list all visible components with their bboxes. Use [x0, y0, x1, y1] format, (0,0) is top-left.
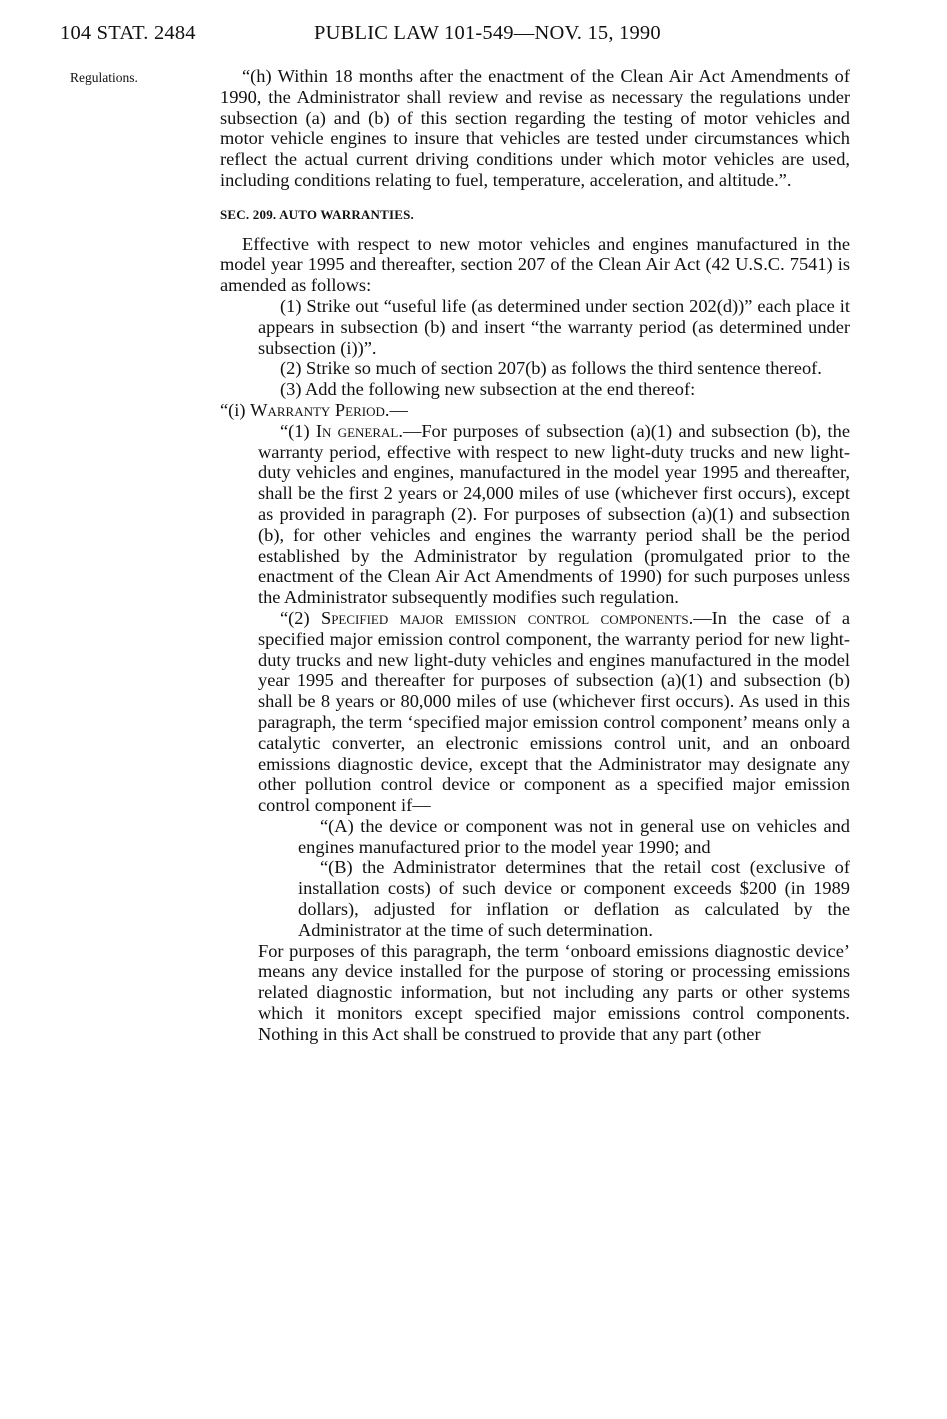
subparagraph-a: “(A) the device or component was not in general use on vehicles and engines manufactured prior to the model year 1990; and: [298, 815, 850, 857]
paragraph-1: [258, 421, 850, 608]
paragraph-2-heading: Specified major emission control components.: [320, 607, 694, 628]
amendment-items: [258, 296, 850, 400]
paragraph-1-label: “(1): [280, 420, 316, 441]
section-heading: SEC. 209. AUTO WARRANTIES.: [220, 206, 414, 222]
paragraph-2: [258, 608, 850, 816]
margin-note-regulations: Regulations.: [70, 70, 138, 85]
paragraph-2-label: “(2): [280, 607, 321, 628]
subparagraph-b: “(B) the Administrator determines that the retail cost (exclusive of installation costs) of such device or component exceeds $200 (in 1989 dollars), adjusted for inflation or deflation as calculated by the Administrator at the time of such determination.: [298, 857, 850, 940]
subsection-i-heading-line: [220, 400, 850, 421]
subsection-i-dash: —: [389, 399, 408, 420]
closing-paragraph: For purposes of this paragraph, the term ‘onboard emissions diagnostic device’ means any device installed for the purpose of storing or processing emissions related diagnostic information, but not including any parts or other systems which it monitors except specified major emissions control components. Nothing in this Act shall be construed to provide that any part (other: [258, 940, 850, 1044]
subparagraphs: [298, 816, 850, 941]
public-law-reference: PUBLIC LAW 101-549—NOV. 15, 1990: [314, 22, 661, 44]
amendment-item-3: (3) Add the following new subsection at the end thereof:: [280, 379, 696, 400]
closing-block: [258, 941, 850, 1045]
subsection-i-heading: Warranty Period.: [250, 399, 390, 420]
subsection-h-paragraph: “(h) Within 18 months after the enactment of the Clean Air Act Amendments of 1990, the Administrator shall review and revise as necessary the regulations under subsection (a) and (b) of this section regarding the testing of motor vehicles and motor vehicle engines to insure that vehicles are tested under circumstances which reflect the actual current driving conditions under which motor vehicles are used, including conditions relating to fuel, temperature, acceleration, and altitude.”.: [220, 66, 850, 190]
subsection-i-body: [258, 421, 850, 816]
paragraph-1-heading: In general.: [315, 420, 403, 441]
section-intro: Effective with respect to new motor vehicles and engines manufactured in the model year 1995 and thereafter, section 207 of the Clean Air Act (42 U.S.C. 7541) is amended as follows:: [220, 233, 850, 296]
stat-reference: 104 STAT. 2484: [60, 22, 196, 44]
paragraph-1-text: —For purposes of subsection (a)(1) and subsection (b), the warranty period, effective with respect to new light-duty trucks and new light-duty vehicles and engines, manufactured in the model year 1995 and thereafter, shall be the first 2 years or 24,000 miles of use (whichever first occurs), except as provided in paragraph (2). For purposes of subsection (a)(1) and subsection (b), for other vehicles and engines the warranty period shall be the period established by the Administrator by regulation (promulgated prior to the enactment of the Clean Air Act Amendments of 1990) for such purposes unless the Administrator subsequently modifies such regulation.: [258, 420, 850, 608]
paragraph-2-text: —In the case of a specified major emission control component, the warranty period for new light-duty trucks and new light-duty vehicles and engines manufactured in the model year 1995 and thereafter for purposes of subsection (a)(1) and subsection (b) shall be 8 years or 80,000 miles of use (whichever first occurs). As used in this paragraph, the term ‘specified major emission control component’ means only a catalytic converter, an electronic emissions control unit, and an onboard emissions diagnostic device, except that the Administrator may designate any other pollution control device or component as a specified major emission control component if—: [258, 607, 850, 816]
amendment-item-2: (2) Strike so much of section 207(b) as follows the third sentence thereof.: [280, 358, 822, 379]
amendment-item-1: (1) Strike out “useful life (as determined under section 202(d))” each place it appears in subsection (b) and insert “the warranty period (as determined under subsection (i))”.: [258, 295, 850, 358]
subsection-i-label: “(i): [220, 399, 251, 420]
document-body: [220, 66, 850, 1045]
